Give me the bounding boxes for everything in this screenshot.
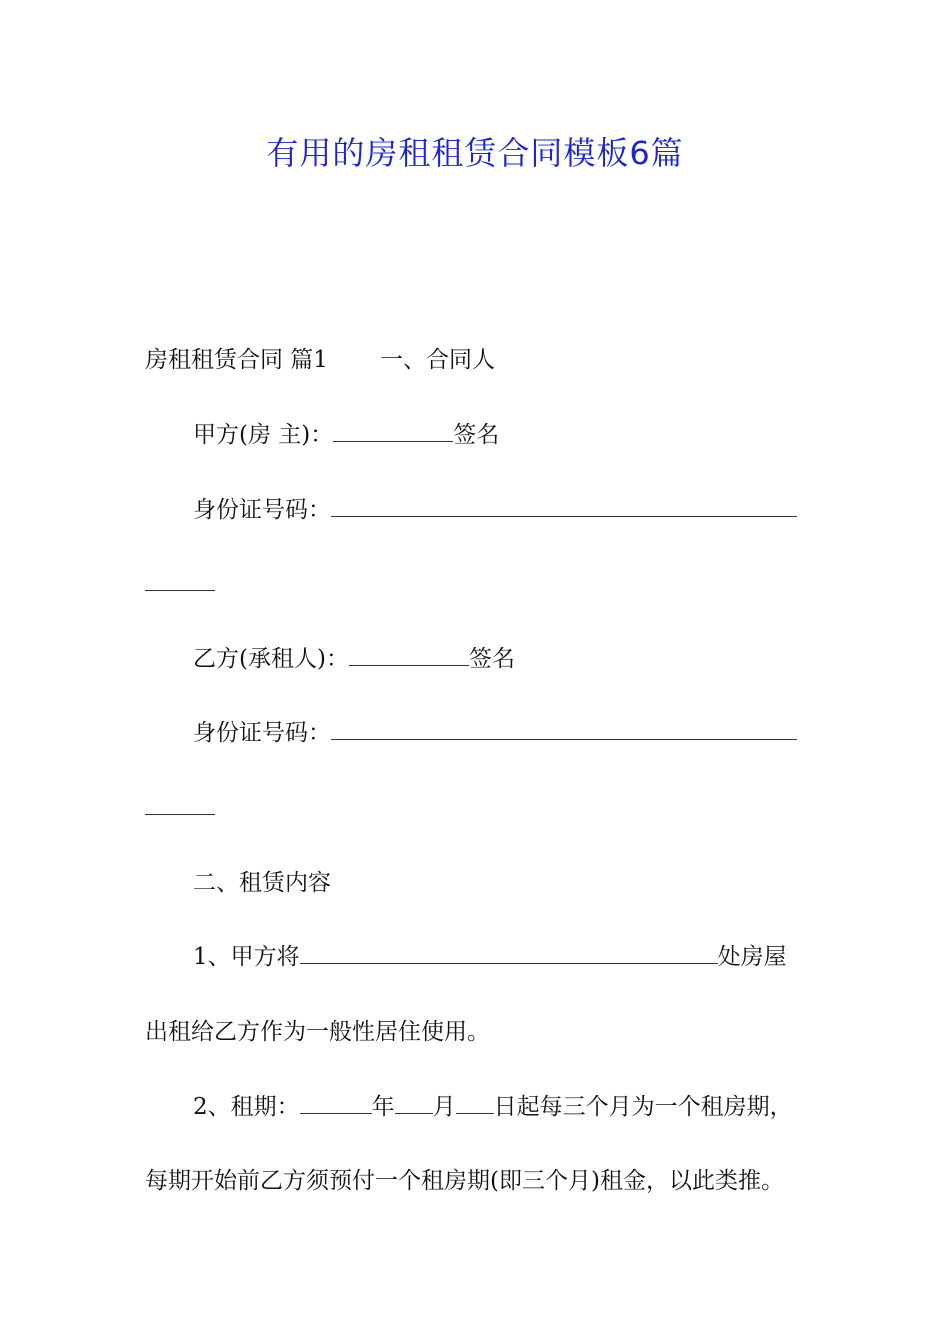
item-2-prefix: 2、租期： [193,1094,300,1120]
item-2-rest: 日起每三个月为一个租房期， [493,1094,793,1120]
party-b-id-label: 身份证号码： [193,720,331,746]
month-blank [395,1091,433,1114]
contract-header-line [145,344,495,376]
party-a-id-blank [331,494,797,517]
year-label: 年 [371,1094,395,1120]
party-a-label: 甲方(房 主)： [193,422,334,448]
party-a-line [193,419,499,451]
party-b-sign-label: 签名 [468,646,515,672]
item-1-address-blank [300,941,718,964]
party-a-id-label: 身份证号码： [193,497,331,523]
party-b-id-blank-cont [145,792,215,824]
contract-name: 房租租赁合同 篇1 [145,347,328,373]
party-b-id-line [193,717,797,749]
party-a-blank [333,419,453,442]
party-b-id-blank-end [145,792,215,815]
party-b-line [193,643,515,675]
party-b-id-blank [331,717,797,740]
party-b-label: 乙方(承租人)： [193,646,349,672]
party-a-id-blank-end [145,568,215,591]
party-a-id-blank-cont [145,568,215,600]
item-2-continuation: 每期开始前乙方须预付一个租房期(即三个月)租金，以此类推。 [145,1168,784,1194]
day-blank [456,1091,494,1114]
item-1-suffix: 处房屋 [717,944,787,970]
month-label: 月 [432,1094,456,1120]
item-1-continuation: 出租给乙方作为一般性居住使用。 [145,1019,490,1045]
party-b-blank [349,643,469,666]
item-2-line [193,1091,793,1123]
document-title: 有用的房租租赁合同模板6篇 [266,134,684,172]
section-2-heading: 二、租赁内容 [193,870,331,896]
item-1-prefix: 1、甲方将 [193,944,300,970]
party-a-id-line [193,494,797,526]
party-a-sign-label: 签名 [453,422,500,448]
section-1-heading: 一、合同人 [379,347,495,373]
item-1-line [193,941,787,973]
year-blank [300,1091,372,1114]
